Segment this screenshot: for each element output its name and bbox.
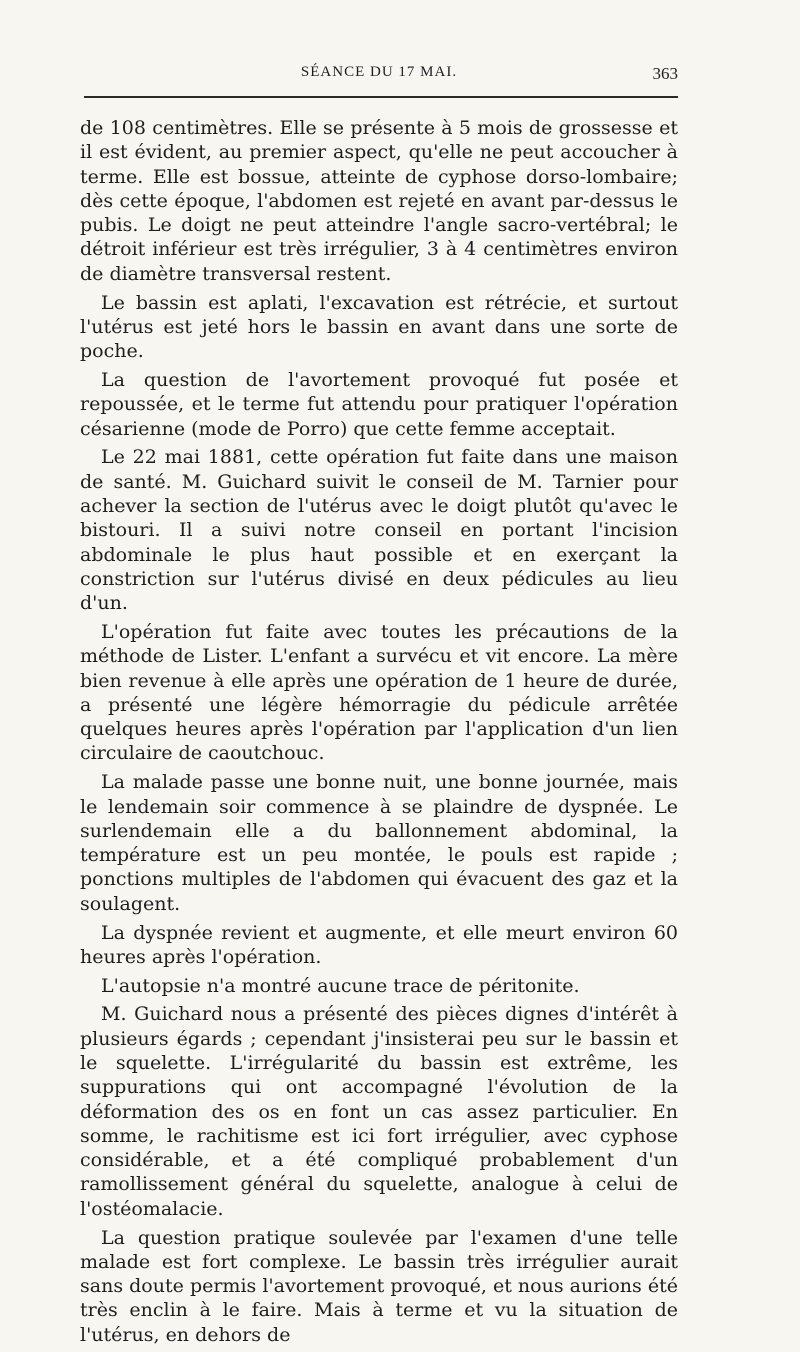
page-header (80, 64, 678, 90)
paragraph: Le 22 mai 1881, cette opération fut faite dans une maison de santé. M. Guichard suivit le conseil de M. Tarnier pour achever la section de l'utérus avec le doigt plutôt qu'avec le bistouri. Il a suivi notre conseil en portant l'incision abdominale le plus haut possible et en exerçant la constriction sur l'utérus divisé en deux pédicules au lieu d'un. (80, 446, 678, 615)
page-number: 363 (652, 64, 678, 83)
paragraph: de 108 centimètres. Elle se présente à 5 mois de grossesse et il est évident, au premier aspect, qu'elle ne peut accoucher à terme. Elle est bossue, atteinte de cyphose dorso-lombaire; dès cette époque, l'abdomen est rejeté en avant par-dessus le pubis. Le doigt ne peut atteindre l'angle sacro-vertébral; le détroit inférieur est très irrégulier, 3 à 4 centimètres environ de diamètre transversal restent. (80, 117, 678, 285)
paragraph: L'autopsie n'a montré aucune trace de péritonite. (101, 974, 580, 997)
paragraph: La malade passe une bonne nuit, une bonne journée, mais le lendemain soir commence à se plaindre de dyspnée. Le surlendemain elle a du ballonnement abdominal, la température est un peu montée, le pouls est rapide ; ponctions multiples de l'abdomen qui évacuent des gaz et la soulagent. (80, 771, 678, 915)
body-text (80, 116, 678, 1352)
paragraph: La dyspnée revient et augmente, et elle meurt environ 60 heures après l'opération. (80, 921, 678, 968)
running-title: SÉANCE DU 17 MAI. (300, 64, 458, 80)
header-rule (84, 96, 678, 98)
paragraph: M. Guichard nous a présenté des pièces dignes d'intérêt à plusieurs égards ; cependant j'insisterai peu sur le bassin et le squelette. L'irrégularité du bassin est extrême, les suppurations qui ont accompagné l'évolution de la déformation des os en font un cas assez particulier. En somme, le rachitisme est ici fort irrégulier, avec cyphose considérable, et a été compliqué probablement d'un ramollissement général du squelette, analogue à celui de l'ostéomalacie. (80, 1003, 678, 1220)
paragraph: La question de l'avortement provoqué fut posée et repoussée, et le terme fut attendu pour pratiquer l'opération césarienne (mode de Porro) que cette femme acceptait. (80, 368, 678, 440)
paragraph: La question pratique soulevée par l'examen d'une telle malade est fort complexe. Le bassin très irrégulier aurait sans doute permis l'avortement provoqué, et nous aurions été très enclin à le faire. Mais à terme et vu la situation de l'utérus, en dehors de (80, 1226, 678, 1346)
paragraph: Le bassin est aplati, l'excavation est rétrécie, et surtout l'utérus est jeté hors le bassin en avant dans une sorte de poche. (80, 291, 678, 363)
paragraph: L'opération fut faite avec toutes les précautions de la méthode de Lister. L'enfant a survécu et vit encore. La mère bien revenue à elle après une opération de 1 heure de durée, a présenté une légère hémorragie du pédicule arrêtée quelques heures après l'opération par l'application d'un lien circulaire de caoutchouc. (80, 620, 678, 765)
